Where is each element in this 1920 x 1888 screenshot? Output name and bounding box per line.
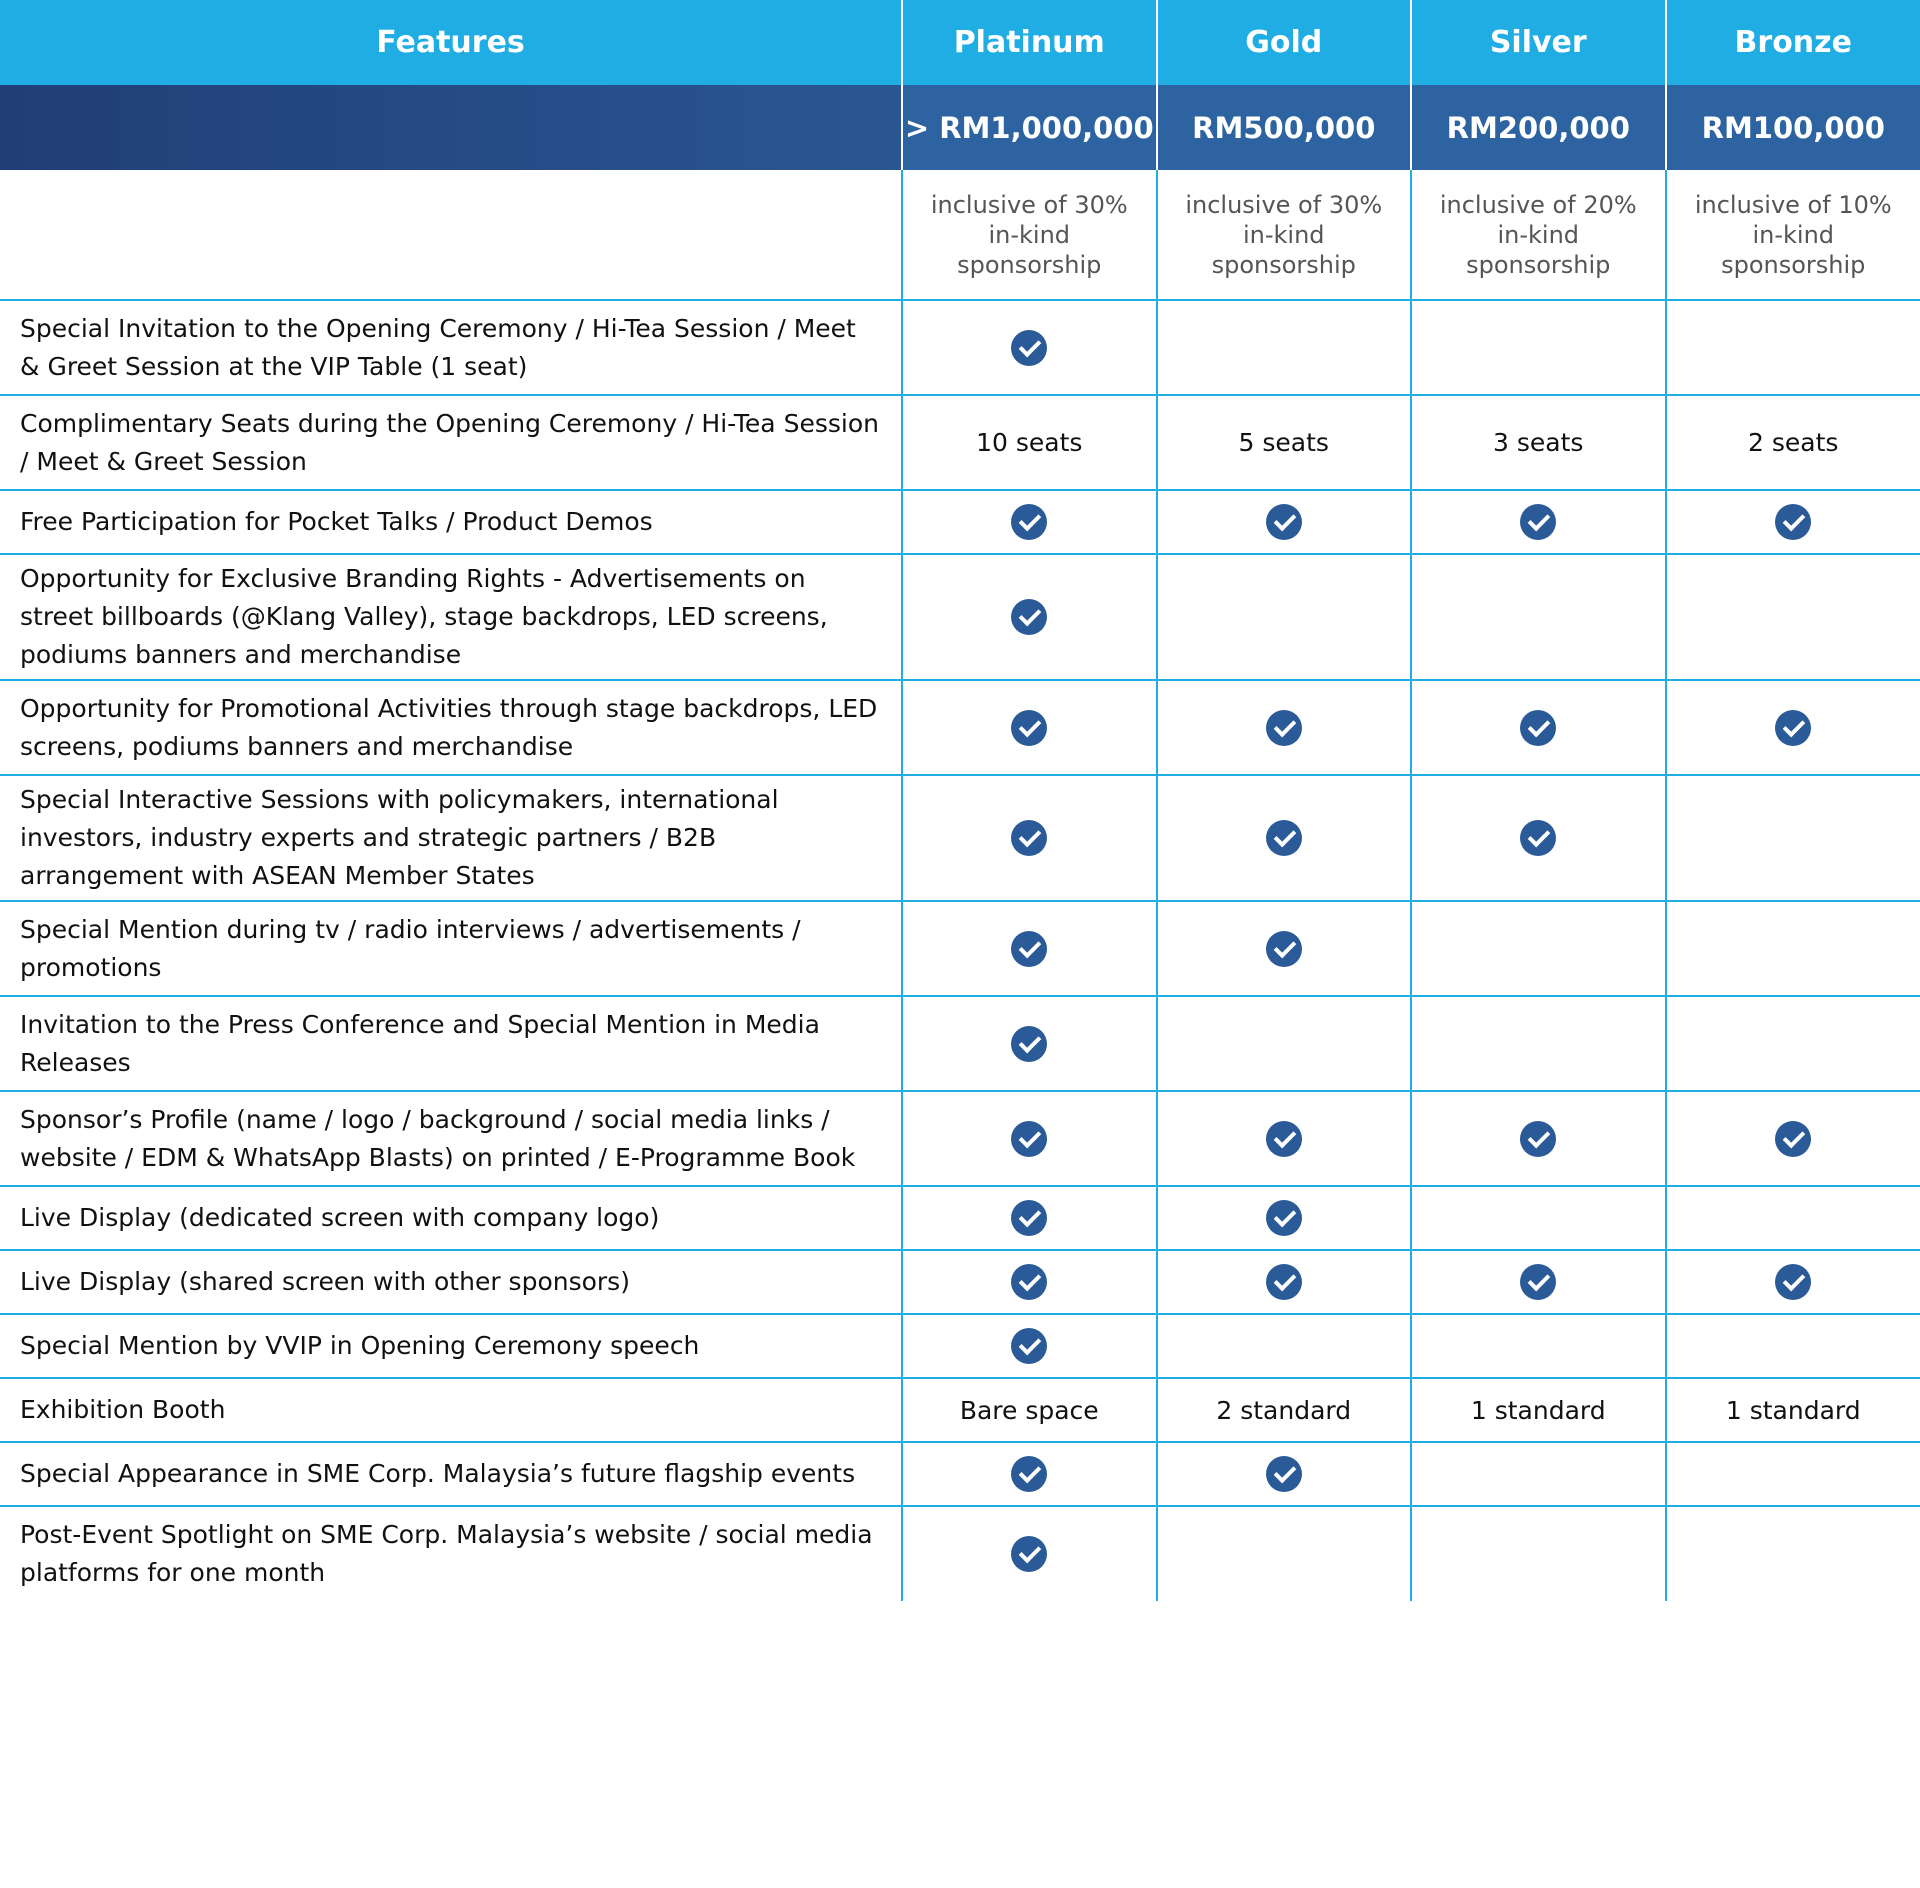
feature-label: Special Mention by VVIP in Opening Ceremony speech	[0, 1314, 902, 1378]
feature-row	[0, 680, 1920, 775]
tier-cell-bronze	[1666, 901, 1920, 996]
feature-label: Opportunity for Exclusive Branding Rights - Advertisements on street billboards (@Klang Valley), stage backdrops, LED screens, podiums banners and merchandise	[0, 554, 902, 680]
tier-cell-gold: 5 seats	[1157, 395, 1412, 490]
check-circle-icon	[1266, 1264, 1302, 1300]
tier-cell-gold	[1157, 1442, 1412, 1506]
tier-cell-gold	[1157, 1506, 1412, 1601]
note-silver: inclusive of 20% in-kind sponsorship	[1411, 170, 1666, 300]
feature-row	[0, 775, 1920, 901]
tier-cell-bronze: 1 standard	[1666, 1378, 1920, 1442]
tier-header-row	[0, 0, 1920, 85]
check-circle-icon	[1775, 504, 1811, 540]
feature-label: Live Display (shared screen with other sponsors)	[0, 1250, 902, 1314]
feature-label: Opportunity for Promotional Activities through stage backdrops, LED screens, podiums banners and merchandise	[0, 680, 902, 775]
tier-cell-silver	[1411, 996, 1666, 1091]
price-silver: RM200,000	[1411, 85, 1666, 170]
tier-cell-gold	[1157, 554, 1412, 680]
tier-cell-bronze	[1666, 1250, 1920, 1314]
feature-row	[0, 1250, 1920, 1314]
tier-header-gold: Gold	[1157, 0, 1412, 85]
check-circle-icon	[1520, 820, 1556, 856]
tier-cell-platinum	[902, 1186, 1157, 1250]
feature-row	[0, 1186, 1920, 1250]
tier-cell-silver	[1411, 1186, 1666, 1250]
price-gold: RM500,000	[1157, 85, 1412, 170]
tier-cell-silver	[1411, 554, 1666, 680]
tier-cell-gold	[1157, 1314, 1412, 1378]
note-platinum: inclusive of 30% in-kind sponsorship	[902, 170, 1157, 300]
tier-cell-gold	[1157, 775, 1412, 901]
check-circle-icon	[1011, 1121, 1047, 1157]
feature-label: Special Invitation to the Opening Ceremony / Hi-Tea Session / Meet & Greet Session at the VIP Table (1 seat)	[0, 300, 902, 395]
tier-cell-bronze	[1666, 1314, 1920, 1378]
tier-cell-silver: 1 standard	[1411, 1378, 1666, 1442]
feature-row	[0, 395, 1920, 490]
check-circle-icon	[1011, 1328, 1047, 1364]
tier-cell-silver	[1411, 1506, 1666, 1601]
check-circle-icon	[1266, 931, 1302, 967]
tier-cell-platinum	[902, 1506, 1157, 1601]
tier-cell-bronze	[1666, 554, 1920, 680]
check-circle-icon	[1011, 1200, 1047, 1236]
check-circle-icon	[1266, 820, 1302, 856]
check-circle-icon	[1520, 1264, 1556, 1300]
tier-cell-bronze	[1666, 996, 1920, 1091]
check-circle-icon	[1011, 931, 1047, 967]
tier-cell-bronze: 2 seats	[1666, 395, 1920, 490]
feature-label: Special Mention during tv / radio interviews / advertisements / promotions	[0, 901, 902, 996]
check-circle-icon	[1266, 1200, 1302, 1236]
check-circle-icon	[1266, 504, 1302, 540]
tier-cell-bronze	[1666, 1442, 1920, 1506]
tier-header-platinum: Platinum	[902, 0, 1157, 85]
tier-cell-silver	[1411, 300, 1666, 395]
tier-cell-silver	[1411, 1091, 1666, 1186]
tier-cell-platinum: 10 seats	[902, 395, 1157, 490]
tier-cell-platinum	[902, 996, 1157, 1091]
feature-row	[0, 901, 1920, 996]
tier-cell-gold: 2 standard	[1157, 1378, 1412, 1442]
tier-cell-platinum: Bare space	[902, 1378, 1157, 1442]
feature-row	[0, 490, 1920, 554]
tier-cell-platinum	[902, 680, 1157, 775]
feature-row	[0, 1091, 1920, 1186]
check-circle-icon	[1775, 710, 1811, 746]
tier-cell-silver	[1411, 1314, 1666, 1378]
price-bronze: RM100,000	[1666, 85, 1920, 170]
check-circle-icon	[1011, 1264, 1047, 1300]
tier-cell-bronze	[1666, 680, 1920, 775]
feature-row	[0, 1314, 1920, 1378]
feature-label: Complimentary Seats during the Opening Ceremony / Hi-Tea Session / Meet & Greet Session	[0, 395, 902, 490]
check-circle-icon	[1011, 599, 1047, 635]
check-circle-icon	[1011, 710, 1047, 746]
check-circle-icon	[1011, 330, 1047, 366]
note-bronze: inclusive of 10% in-kind sponsorship	[1666, 170, 1920, 300]
tier-cell-platinum	[902, 1442, 1157, 1506]
tier-cell-bronze	[1666, 300, 1920, 395]
tier-cell-silver	[1411, 1442, 1666, 1506]
tier-cell-gold	[1157, 1250, 1412, 1314]
note-gold: inclusive of 30% in-kind sponsorship	[1157, 170, 1412, 300]
feature-label: Invitation to the Press Conference and Special Mention in Media Releases	[0, 996, 902, 1091]
tier-cell-silver	[1411, 1250, 1666, 1314]
tier-cell-gold	[1157, 901, 1412, 996]
tier-cell-platinum	[902, 1314, 1157, 1378]
check-circle-icon	[1520, 504, 1556, 540]
feature-row	[0, 300, 1920, 395]
feature-label: Post-Event Spotlight on SME Corp. Malaysia’s website / social media platforms for one month	[20, 1520, 873, 1587]
feature-label: Exhibition Booth	[0, 1378, 902, 1442]
tier-cell-bronze	[1666, 1091, 1920, 1186]
price-row	[0, 85, 1920, 170]
tier-cell-silver: 3 seats	[1411, 395, 1666, 490]
feature-label: Free Participation for Pocket Talks / Product Demos	[0, 490, 902, 554]
tier-cell-platinum	[902, 490, 1157, 554]
feature-rows	[0, 300, 1920, 1601]
check-circle-icon	[1011, 1536, 1047, 1572]
tier-cell-platinum	[902, 901, 1157, 996]
tier-cell-platinum	[902, 300, 1157, 395]
check-circle-icon	[1266, 1456, 1302, 1492]
tier-cell-gold	[1157, 1091, 1412, 1186]
check-circle-icon	[1266, 1121, 1302, 1157]
check-circle-icon	[1520, 1121, 1556, 1157]
feature-label: Special Interactive Sessions with policymakers, international investors, industry experts and strategic partners / B2B arrangement with ASEAN Member States	[0, 775, 902, 901]
tier-cell-platinum	[902, 1250, 1157, 1314]
tier-cell-gold	[1157, 490, 1412, 554]
feature-row	[0, 1442, 1920, 1506]
feature-row	[0, 1506, 1920, 1601]
tier-cell-platinum	[902, 1091, 1157, 1186]
price-row-blank	[0, 85, 902, 170]
feature-label: Sponsor’s Profile (name / logo / background / social media links / website / EDM & WhatsApp Blasts) on printed / E-Programme Book	[0, 1091, 902, 1186]
tier-cell-gold	[1157, 996, 1412, 1091]
tier-cell-silver	[1411, 490, 1666, 554]
check-circle-icon	[1011, 504, 1047, 540]
tier-cell-bronze	[1666, 1186, 1920, 1250]
tier-cell-gold	[1157, 300, 1412, 395]
price-platinum: > RM1,000,000	[902, 85, 1157, 170]
tier-header-bronze: Bronze	[1666, 0, 1920, 85]
tier-cell-gold	[1157, 680, 1412, 775]
tier-cell-platinum	[902, 775, 1157, 901]
tier-cell-bronze	[1666, 490, 1920, 554]
feature-row	[0, 1378, 1920, 1442]
tier-cell-bronze	[1666, 1506, 1920, 1601]
check-circle-icon	[1266, 710, 1302, 746]
tier-cell-bronze	[1666, 775, 1920, 901]
check-circle-icon	[1775, 1264, 1811, 1300]
feature-label: Special Appearance in SME Corp. Malaysia’s future flagship events	[0, 1442, 902, 1506]
in-kind-note-row	[0, 170, 1920, 300]
check-circle-icon	[1775, 1121, 1811, 1157]
feature-row	[0, 554, 1920, 680]
tier-cell-silver	[1411, 775, 1666, 901]
tier-cell-silver	[1411, 680, 1666, 775]
tier-cell-silver	[1411, 901, 1666, 996]
check-circle-icon	[1011, 1026, 1047, 1062]
check-circle-icon	[1011, 1456, 1047, 1492]
note-row-blank	[0, 170, 902, 300]
feature-row	[0, 996, 1920, 1091]
check-circle-icon	[1520, 710, 1556, 746]
feature-label: Live Display (dedicated screen with company logo)	[0, 1186, 902, 1250]
tier-cell-gold	[1157, 1186, 1412, 1250]
features-header: Features	[0, 0, 902, 85]
tier-header-silver: Silver	[1411, 0, 1666, 85]
check-circle-icon	[1011, 820, 1047, 856]
tier-cell-platinum	[902, 554, 1157, 680]
